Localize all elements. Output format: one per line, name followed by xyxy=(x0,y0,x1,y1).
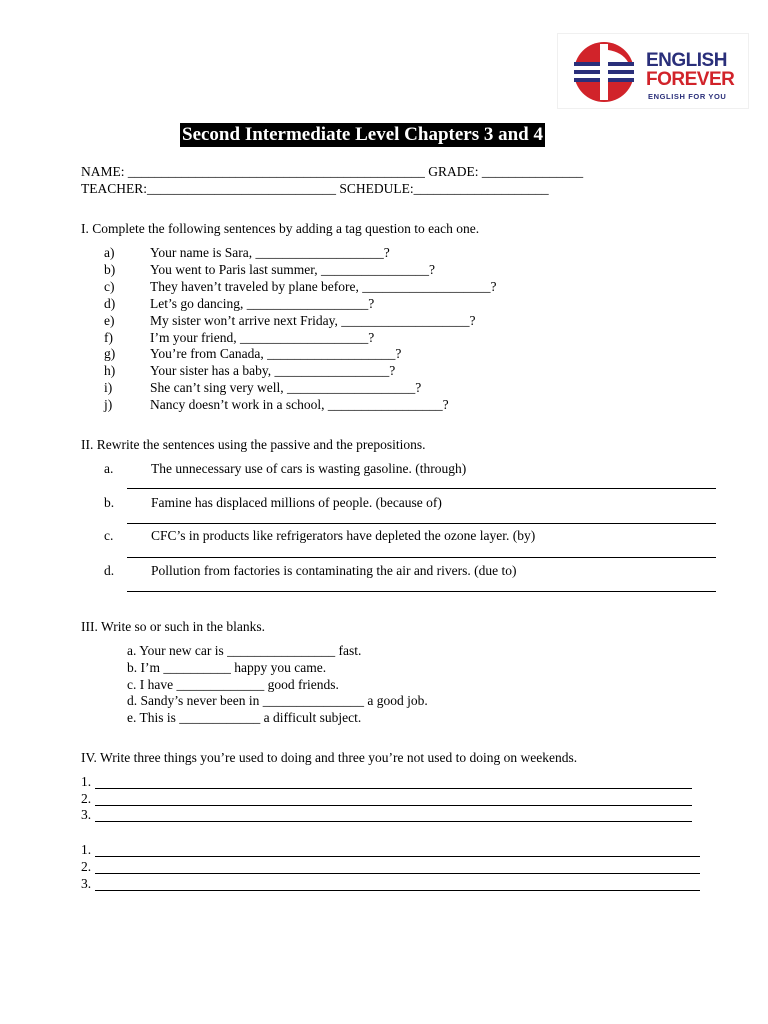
item-text: I’m your friend, ___________________? xyxy=(150,330,375,345)
item-label: j) xyxy=(104,397,113,412)
s3-item-e: e. This is ____________ a difficult subject. xyxy=(127,710,362,725)
logo-text-english: ENGLISH xyxy=(646,50,727,71)
s3-item-d: d. Sandy’s never been in _______________ a good job. xyxy=(127,693,428,708)
item-label: c. xyxy=(104,528,114,543)
item-label: f) xyxy=(104,330,113,345)
item-text: Famine has displaced millions of people. (because of) xyxy=(151,495,442,510)
item-text: Let’s go dancing, __________________? xyxy=(150,296,375,311)
answer-line xyxy=(95,805,692,806)
s1-item-g xyxy=(104,345,401,362)
item-label: b) xyxy=(104,262,116,277)
item-label: g) xyxy=(104,346,116,361)
s1-item-d xyxy=(104,295,374,312)
item-text: CFC’s in products like refrigerators have depleted the ozone layer. (by) xyxy=(151,528,536,543)
answer-line xyxy=(127,591,716,592)
s4-group1-num-3: 3. xyxy=(81,807,92,822)
item-text: Nancy doesn’t work in a school, _________________? xyxy=(150,397,449,412)
s3-item-c: c. I have _____________ good friends. xyxy=(127,677,339,692)
s1-item-h xyxy=(104,362,395,379)
item-label: d) xyxy=(104,296,116,311)
answer-line xyxy=(127,557,716,558)
item-label: d. xyxy=(104,563,115,578)
item-text: They haven’t traveled by plane before, ___________________? xyxy=(150,279,497,294)
section-1-heading: I. Complete the following sentences by adding a tag question to each one. xyxy=(81,221,480,236)
s4-group1-num-2: 2. xyxy=(81,791,92,806)
s4-group1-num-1: 1. xyxy=(81,774,92,789)
answer-line xyxy=(95,821,692,822)
s1-item-i xyxy=(104,379,421,396)
logo-text-forever: FOREVER xyxy=(646,69,735,90)
item-text: You went to Paris last summer, ________________? xyxy=(150,262,435,277)
logo-tagline: ENGLISH FOR YOU xyxy=(648,92,727,101)
answer-line xyxy=(95,873,700,874)
s1-item-a xyxy=(104,244,390,261)
s1-item-j xyxy=(104,396,449,413)
answer-line xyxy=(127,523,716,524)
item-label: c) xyxy=(104,279,115,294)
item-label: e) xyxy=(104,313,115,328)
s1-item-e xyxy=(104,312,475,329)
item-text: The unnecessary use of cars is wasting gasoline. (through) xyxy=(151,461,467,476)
s1-item-c xyxy=(104,278,497,295)
s1-item-f xyxy=(104,329,374,346)
worksheet-title: Second Intermediate Level Chapters 3 and 4 xyxy=(182,124,543,145)
s2-item-b xyxy=(104,494,442,511)
answer-line xyxy=(95,856,700,857)
item-label: a. xyxy=(104,461,114,476)
s4-group2-num-1: 1. xyxy=(81,842,92,857)
s2-item-d xyxy=(104,562,517,579)
s4-group2-num-2: 2. xyxy=(81,859,92,874)
s3-item-b: b. I’m __________ happy you came. xyxy=(127,660,327,675)
s2-item-c xyxy=(104,527,535,544)
section-2-heading: II. Rewrite the sentences using the passive and the prepositions. xyxy=(81,437,426,452)
section-4-heading: IV. Write three things you’re used to doing and three you’re not used to doing on weekends. xyxy=(81,750,578,765)
item-text: Your name is Sara, ___________________? xyxy=(150,245,390,260)
s3-item-a: a. Your new car is ________________ fast. xyxy=(127,643,362,658)
item-label: h) xyxy=(104,363,116,378)
teacher-schedule-line: TEACHER:____________________________ SCHEDULE:____________________ xyxy=(81,181,549,196)
item-text: Your sister has a baby, _________________? xyxy=(150,363,396,378)
item-label: b. xyxy=(104,495,115,510)
answer-line xyxy=(127,488,716,489)
s4-group2-num-3: 3. xyxy=(81,876,92,891)
item-label: i) xyxy=(104,380,113,395)
item-text: Pollution from factories is contaminating the air and rivers. (due to) xyxy=(151,563,517,578)
item-text: She can’t sing very well, ___________________? xyxy=(150,380,422,395)
section-3-heading: III. Write so or such in the blanks. xyxy=(81,619,266,634)
name-grade-line: NAME: ____________________________________________ GRADE: _______________ xyxy=(81,164,584,179)
english-forever-logo xyxy=(558,34,748,108)
item-text: My sister won’t arrive next Friday, ___________________? xyxy=(150,313,476,328)
s2-item-a xyxy=(104,460,466,477)
item-text: You’re from Canada, ___________________? xyxy=(150,346,402,361)
answer-line xyxy=(95,890,700,891)
logo-emblem-icon xyxy=(564,40,644,104)
answer-line xyxy=(95,788,692,789)
s1-item-b xyxy=(104,261,435,278)
item-label: a) xyxy=(104,245,115,260)
